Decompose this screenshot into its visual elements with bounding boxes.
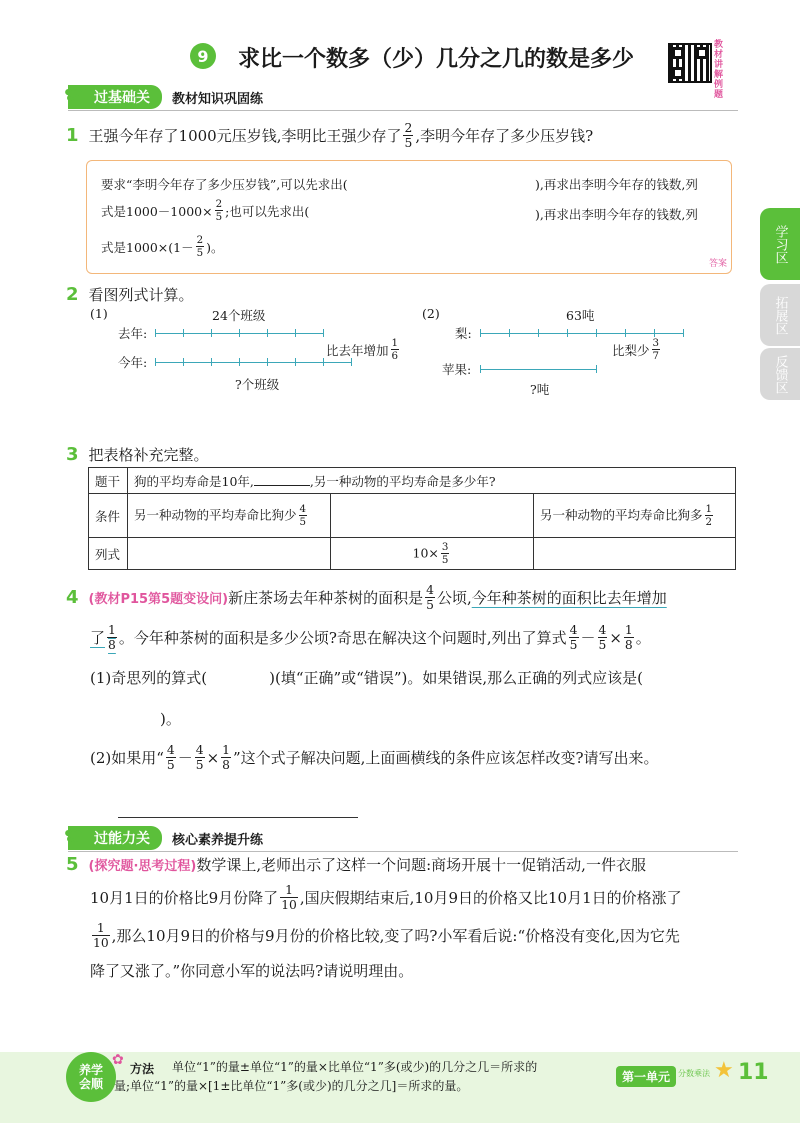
section-subtitle: 核心素养提升练 (172, 832, 264, 848)
q5-line2: 10月1日的价格比9月份降了 $\frac{1}{10}$ ,国庆假期结束后,10月9日的价格又比10月1日的价格涨了 (90, 883, 682, 913)
question-tag: (探究题·思考过程) (88, 859, 197, 874)
diagram-total-label: 24个班级 (212, 308, 266, 323)
method-text: 单位“1”的量±单位“1”的量×比单位“1”多(或少)的几分之几＝所求的 (172, 1060, 538, 1074)
table-row (89, 494, 736, 538)
question-text: ,李明今年存了多少压岁钱? (415, 127, 594, 146)
tick (351, 358, 352, 366)
table-cell: 10× $\frac{3}{5}$ (331, 538, 534, 570)
tick (480, 365, 481, 373)
flower-icon: ✿ (64, 82, 83, 107)
question-tag: (教材P15第5题变设问) (88, 592, 229, 608)
question-number: 2 (66, 284, 79, 305)
blank-line[interactable] (254, 485, 310, 486)
fraction: $\frac{2}{5}$ (215, 198, 223, 224)
section-label: 过能力关 (68, 826, 162, 850)
question-1 (66, 122, 593, 150)
tick (239, 329, 240, 337)
bar-last-year (155, 333, 323, 334)
tick (211, 329, 212, 337)
tick (567, 329, 568, 337)
tick (295, 358, 296, 366)
tick (155, 358, 156, 366)
table-cell: 题干 (89, 468, 128, 494)
flower-icon: ✿ (64, 823, 83, 848)
table-row (89, 468, 736, 494)
tick (480, 329, 481, 337)
star-icon: ★ (714, 1058, 734, 1083)
table-cell: 狗的平均寿命是10年, ,另一种动物的平均寿命是多少年? (128, 468, 736, 494)
tick (211, 358, 212, 366)
table-cell: 列式 (89, 538, 128, 570)
row-label: 去年: (118, 326, 148, 341)
q4-sub1-end: )。 (160, 710, 181, 728)
side-tab-feedback[interactable]: 反馈区 (760, 348, 800, 400)
answer-corner-icon[interactable]: 答案 (708, 259, 727, 269)
section-banner-basic (64, 82, 264, 108)
table-cell: 条件 (89, 494, 128, 538)
table-cell: 另一种动物的平均寿命比狗少 $\frac{4}{5}$ (128, 494, 331, 538)
compare-label: 比梨少 $\frac{3}{7}$ (612, 337, 660, 363)
tick (155, 329, 156, 337)
question-2 (66, 284, 194, 305)
star-icon: ✿ (112, 1052, 124, 1068)
hint-box (86, 160, 732, 274)
method-label: 方法 (130, 1062, 155, 1076)
hint-line: 式是1000－1000× $\frac{2}{5}$ ;也可以先求出( (101, 198, 310, 224)
q4-sub2: (2)如果用“ $\frac{4}{5}$ － $\frac{4}{5}$ × $\frac{1}{8}$ ”这个式子解决问题,上面画横线的条件应该怎样改变?请写出来。 (90, 743, 659, 773)
question-number: 4 (66, 587, 79, 609)
tick (683, 329, 684, 337)
tick (538, 329, 539, 337)
tick (654, 329, 655, 337)
row-label: 梨: (455, 326, 472, 341)
tick (295, 329, 296, 337)
lesson-badge: 9 (190, 43, 216, 69)
tick (509, 329, 510, 337)
question-number: 3 (66, 444, 79, 465)
unit-label: 第一单元 (616, 1066, 676, 1087)
compare-label: 比去年增加 $\frac{1}{6}$ (326, 337, 399, 363)
row-label: 今年: (118, 355, 148, 370)
bar-pear (480, 333, 683, 334)
tick (183, 358, 184, 366)
table-cell-blank[interactable] (128, 538, 331, 570)
fill-table (88, 467, 736, 570)
bar-apple (480, 369, 596, 370)
question-3 (66, 444, 209, 465)
unit-sub-label: 分数乘法 (678, 1069, 710, 1078)
table-row (89, 538, 736, 570)
question-text: 把表格补充完整。 (88, 446, 209, 464)
bar-this-year (155, 362, 351, 363)
table-cell: 另一种动物的平均寿命比狗多 $\frac{1}{2}$ (534, 494, 736, 538)
side-tab-extend[interactable]: 拓展区 (760, 284, 800, 346)
diagram-question-label: ?个班级 (235, 377, 280, 392)
tick (267, 358, 268, 366)
tick (239, 358, 240, 366)
question-text: 看图列式计算。 (88, 286, 194, 304)
q5-line4: 降了又涨了。”你同意小军的说法吗?请说明理由。 (90, 962, 414, 980)
section-subtitle: 教材知识巩固练 (172, 91, 264, 107)
question-text: 新庄茶场去年种茶树的面积是 (228, 589, 424, 608)
diagram-question-label: ?吨 (530, 382, 550, 397)
table-cell-blank[interactable] (331, 494, 534, 538)
diagram-total-label: 63吨 (566, 308, 595, 323)
tick (596, 365, 597, 373)
page-number: 11 (738, 1060, 769, 1085)
section-banner-ability (64, 823, 264, 849)
side-tab-study[interactable]: 学习区 (760, 208, 800, 280)
q5-line3: $\frac{1}{10}$ ,那么10月9日的价格与9月份的价格比较,变了吗?小军看后说:“价格没有变化,因为它先 (93, 921, 680, 951)
table-cell-blank[interactable] (534, 538, 736, 570)
question-number: 5 (66, 854, 79, 875)
section-divider (68, 110, 738, 111)
hint-line: ),再求出李明今年存的钱数,列 (535, 177, 698, 192)
tick (596, 329, 597, 337)
tick (267, 329, 268, 337)
hint-line: ),再求出李明今年存的钱数,列 (535, 207, 698, 222)
q4-sub1: (1)奇思列的算式( )(填“正确”或“错误”)。如果错误,那么正确的列式应该是( (90, 669, 643, 687)
part-label: (1) (90, 306, 108, 321)
question-4: 4 (教材P15第5题变设问) 新庄茶场去年种茶树的面积是 $\frac{4}{5}$ 公顷, 今年种茶树的面积比去年增加 (66, 583, 667, 613)
question-text: 王强今年存了1000元压岁钱,李明比王强少存了 (88, 127, 402, 146)
row-label: 苹果: (442, 362, 472, 377)
hint-line: 式是1000×(1－ $\frac{2}{5}$ )。 (101, 234, 224, 260)
tick (323, 329, 324, 337)
page-title: 求比一个数多（少）几分之几的数是多少 (238, 47, 635, 72)
tick (323, 358, 324, 366)
tick (625, 329, 626, 337)
part-label: (2) (422, 306, 440, 321)
qr-code-icon (668, 43, 712, 83)
fraction: $\frac{2}{5}$ (196, 234, 204, 260)
hint-line: 要求“李明今年存了多少压岁钱”,可以先求出( (101, 177, 348, 192)
tick (183, 329, 184, 337)
answer-line[interactable] (118, 817, 358, 818)
fraction: $\frac{2}{5}$ (404, 121, 413, 151)
footer-badge: 养学 会顺 (66, 1052, 116, 1102)
qr-label: 教材讲解例题 (714, 40, 724, 100)
section-divider (68, 851, 738, 852)
question-5: 5 (探究题·思考过程) 数学课上,老师出示了这样一个问题:商场开展十一促销活动,一件衣服 (66, 854, 646, 875)
method-text: 量;单位“1”的量×[1±比单位“1”多(或少)的几分之几]＝所求的量。 (114, 1079, 469, 1093)
question-4-line2: 了 $\frac{1}{8}$ 。今年种茶树的面积是多少公顷?奇思在解决这个问题时,列出了算式 $\frac{4}{5}$ － $\frac{4}{5}$ × $\frac{1}{8}$ 。 (90, 623, 651, 653)
section-label: 过基础关 (68, 85, 162, 109)
underlined-condition: 今年种茶树的面积比去年增加 (471, 589, 667, 608)
question-number: 1 (66, 125, 79, 147)
